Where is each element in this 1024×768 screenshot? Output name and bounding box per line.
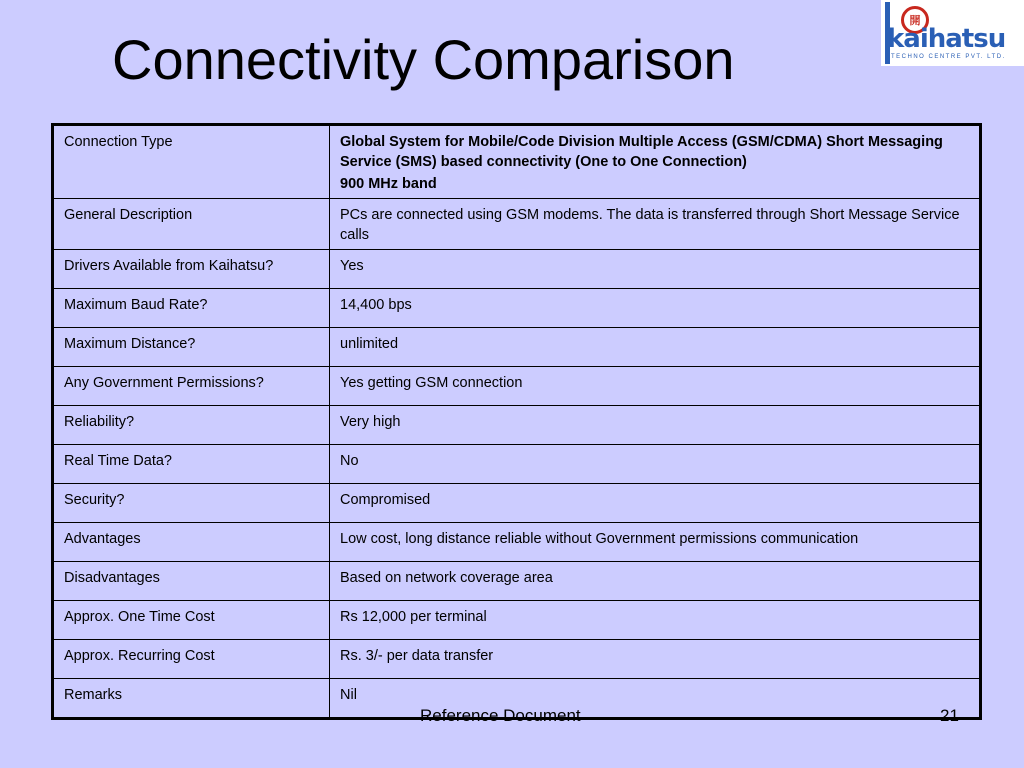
table-row (54, 640, 980, 679)
row-label: Real Time Data? (54, 445, 330, 484)
comparison-table (51, 123, 982, 720)
table-row (54, 562, 980, 601)
page-number: 21 (940, 706, 959, 725)
row-value: Yes getting GSM connection (330, 367, 980, 406)
row-label: Remarks (54, 679, 330, 718)
row-value: Rs 12,000 per terminal (330, 601, 980, 640)
row-value: Compromised (330, 484, 980, 523)
connection-band: 900 MHz band (340, 176, 437, 192)
row-value: No (330, 445, 980, 484)
row-value: Nil (330, 679, 980, 718)
row-label: Approx. One Time Cost (54, 601, 330, 640)
table-row (54, 523, 980, 562)
table-row (54, 445, 980, 484)
row-value: Yes (330, 250, 980, 289)
row-value: Rs. 3/- per data transfer (330, 640, 980, 679)
logo-seal-icon: 開 (901, 6, 929, 34)
table-row (54, 601, 980, 640)
row-value: Low cost, long distance reliable without Government permissions communication (330, 523, 980, 562)
logo-wordmark: kaihatsu (887, 24, 1006, 54)
row-label: Maximum Baud Rate? (54, 289, 330, 328)
row-label: Security? (54, 484, 330, 523)
company-logo (881, 0, 1024, 66)
row-label: Approx. Recurring Cost (54, 640, 330, 679)
row-label: General Description (54, 199, 330, 250)
table-row (54, 406, 980, 445)
table-row (54, 328, 980, 367)
table-row (54, 367, 980, 406)
row-value: Very high (330, 406, 980, 445)
row-value: unlimited (330, 328, 980, 367)
table-row (54, 199, 980, 250)
slide-title: Connectivity Comparison (112, 28, 735, 91)
row-label: Any Government Permissions? (54, 367, 330, 406)
row-label: Maximum Distance? (54, 328, 330, 367)
row-value (330, 126, 980, 199)
row-value: Based on network coverage area (330, 562, 980, 601)
table-row (54, 250, 980, 289)
connection-type-value: Global System for Mobile/Code Division Multiple Access (GSM/CDMA) Short Messaging Service (SMS) based connectivity (One to One Connection) (340, 134, 943, 170)
table-row (54, 484, 980, 523)
row-value: 14,400 bps (330, 289, 980, 328)
row-label: Drivers Available from Kaihatsu? (54, 250, 330, 289)
table-row (54, 289, 980, 328)
footer-reference: Reference Document (420, 706, 581, 725)
row-label: Connection Type (54, 126, 330, 199)
row-label: Advantages (54, 523, 330, 562)
row-value: PCs are connected using GSM modems. The data is transferred through Short Message Service calls (330, 199, 980, 250)
row-label: Reliability? (54, 406, 330, 445)
row-label: Disadvantages (54, 562, 330, 601)
logo-subtitle: TECHNO CENTRE PVT. LTD. (891, 54, 1006, 60)
table-row-connection-type (54, 126, 980, 199)
